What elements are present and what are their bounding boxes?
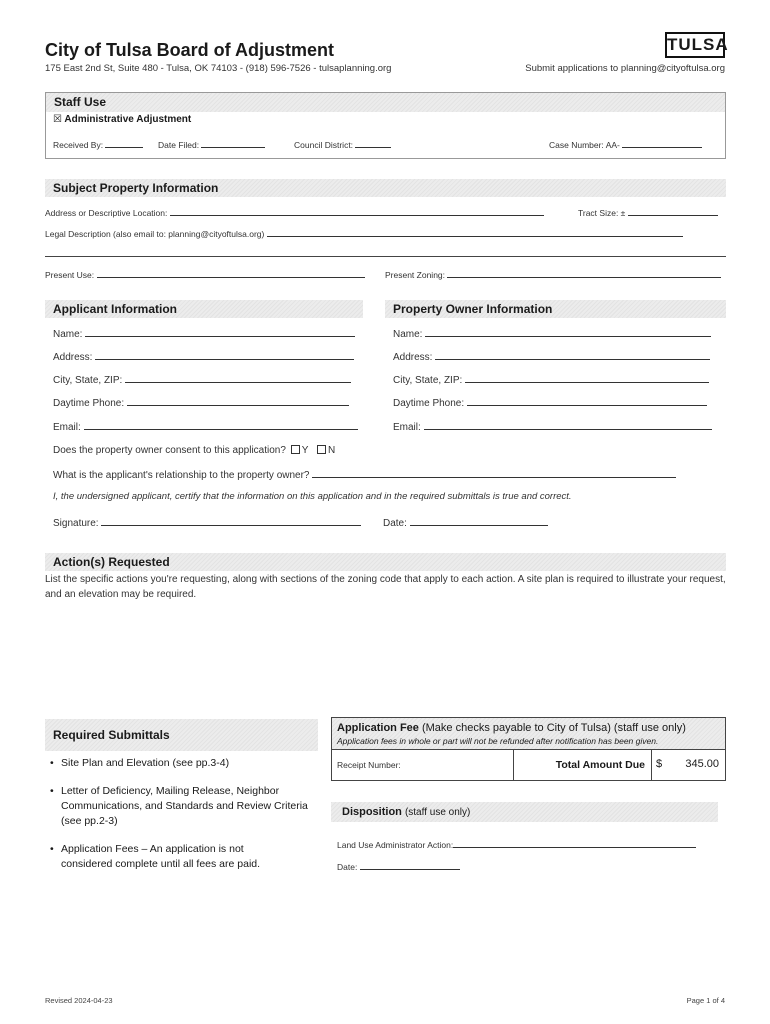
applicant-phone-field[interactable]	[127, 396, 349, 406]
owner-address-field[interactable]	[435, 350, 710, 360]
owner-email-field[interactable]	[424, 420, 712, 430]
submit-email-note: Submit applications to planning@cityoftulsa.org	[525, 63, 725, 74]
disposition-note: (staff use only)	[404, 807, 471, 818]
applicant-city-label: City, State, ZIP:	[53, 375, 123, 386]
applicant-heading: Applicant Information	[45, 300, 363, 318]
land-use-action-label: Land Use Administrator Action:	[337, 840, 454, 850]
applicant-phone-label: Daytime Phone:	[53, 398, 125, 409]
owner-phone-label: Daytime Phone:	[393, 398, 465, 409]
address-location-label: Address or Descriptive Location:	[45, 208, 168, 218]
address-location-field[interactable]	[170, 206, 544, 216]
signature-field[interactable]	[101, 516, 361, 526]
actions-instructions: List the specific actions you're requesting, along with sections of the zoning code that apply to each action. A site plan is required to illustrate your request, and an elevation may be required.	[45, 574, 726, 600]
owner-email-label: Email:	[393, 422, 421, 433]
owner-address-label: Address:	[393, 352, 433, 363]
staff-use-heading: Staff Use	[46, 93, 725, 112]
received-by-field[interactable]	[105, 138, 143, 148]
application-fee-note: (Make checks payable to City of Tulsa) (staff use only)	[421, 722, 686, 734]
bullet-icon: •	[50, 843, 54, 855]
applicant-name-field[interactable]	[85, 327, 355, 337]
currency-symbol: $	[656, 758, 663, 770]
present-use-field[interactable]	[97, 268, 365, 278]
office-address: 175 East 2nd St, Suite 480 - Tulsa, OK 74103 - (918) 596-7526 - tulsaplanning.org	[45, 63, 392, 74]
relationship-field[interactable]	[312, 468, 676, 478]
application-fee-heading: Application Fee	[337, 722, 419, 734]
submittal-item: Application Fees – An application is not considered complete until all fees are paid.	[61, 843, 261, 870]
receipt-number-field[interactable]	[331, 749, 514, 781]
total-amount-value: 345.00	[685, 758, 719, 770]
refund-policy-note: Application fees in whole or part will not be refunded after notification has been given.	[337, 736, 659, 746]
legal-description-line-2[interactable]	[45, 256, 726, 257]
submittal-item: Site Plan and Elevation (see pp.3-4)	[61, 757, 230, 769]
present-zoning-label: Present Zoning:	[385, 270, 446, 280]
council-district-field[interactable]	[355, 138, 391, 148]
tract-size-field[interactable]	[628, 206, 718, 216]
signature-date-field[interactable]	[410, 516, 548, 526]
owner-name-field[interactable]	[425, 327, 711, 337]
tract-size-label: Tract Size: ±	[578, 208, 626, 218]
revised-date: Revised 2024-04-23	[45, 996, 113, 1005]
legal-description-field[interactable]	[267, 227, 683, 237]
consent-yes-label: Y	[301, 445, 309, 456]
bullet-icon: •	[50, 785, 54, 797]
present-use-label: Present Use:	[45, 270, 95, 280]
subject-property-heading: Subject Property Information	[45, 179, 726, 197]
consent-yes-checkbox[interactable]	[291, 445, 300, 454]
applicant-name-label: Name:	[53, 329, 83, 340]
required-submittals-heading: Required Submittals	[45, 719, 318, 751]
date-filed-label: Date Filed:	[158, 140, 200, 150]
certification-statement: I, the undersigned applicant, certify that the information on this application and in the required submittals is true and correct.	[53, 491, 572, 502]
applicant-address-label: Address:	[53, 352, 93, 363]
disposition-heading: Disposition	[342, 806, 402, 818]
land-use-action-field[interactable]	[453, 838, 696, 848]
consent-question: Does the property owner consent to this application?	[53, 445, 286, 456]
tulsa-logo: TULSA	[665, 32, 725, 58]
consent-no-checkbox[interactable]	[317, 445, 326, 454]
administrative-adjustment-checkbox[interactable]: ☒ Administrative Adjustment	[53, 114, 192, 125]
owner-name-label: Name:	[393, 329, 423, 340]
owner-city-field[interactable]	[465, 373, 709, 383]
applicant-email-field[interactable]	[84, 420, 358, 430]
actions-text-area[interactable]	[45, 604, 726, 712]
case-number-field[interactable]	[622, 138, 702, 148]
receipt-number-label: Receipt Number:	[337, 760, 401, 770]
signature-date-label: Date:	[383, 518, 407, 529]
date-filed-field[interactable]	[201, 138, 265, 148]
owner-heading: Property Owner Information	[385, 300, 726, 318]
total-amount-label: Total Amount Due	[513, 749, 652, 781]
relationship-label: What is the applicant's relationship to the property owner?	[53, 470, 310, 481]
applicant-email-label: Email:	[53, 422, 81, 433]
actions-requested-heading: Action(s) Requested	[45, 553, 726, 571]
applicant-address-field[interactable]	[95, 350, 354, 360]
present-zoning-field[interactable]	[447, 268, 721, 278]
consent-no-label: N	[327, 445, 336, 456]
page-title: City of Tulsa Board of Adjustment	[45, 40, 335, 60]
legal-description-label: Legal Description (also email to: planning@cityoftulsa.org)	[45, 229, 265, 239]
applicant-city-field[interactable]	[125, 373, 351, 383]
signature-label: Signature:	[53, 518, 99, 529]
received-by-label: Received By:	[53, 140, 104, 150]
owner-phone-field[interactable]	[467, 396, 707, 406]
disposition-date-label: Date:	[337, 862, 358, 872]
disposition-date-field[interactable]	[360, 860, 460, 870]
page-number: Page 1 of 4	[686, 996, 725, 1005]
submittal-item: Letter of Deficiency, Mailing Release, Neighbor Communications, and Standards and Review Criteria (see pp.2-3)	[61, 785, 308, 827]
owner-city-label: City, State, ZIP:	[393, 375, 463, 386]
bullet-icon: •	[50, 757, 54, 769]
council-district-label: Council District:	[294, 140, 354, 150]
case-number-label: Case Number: AA-	[549, 140, 620, 150]
